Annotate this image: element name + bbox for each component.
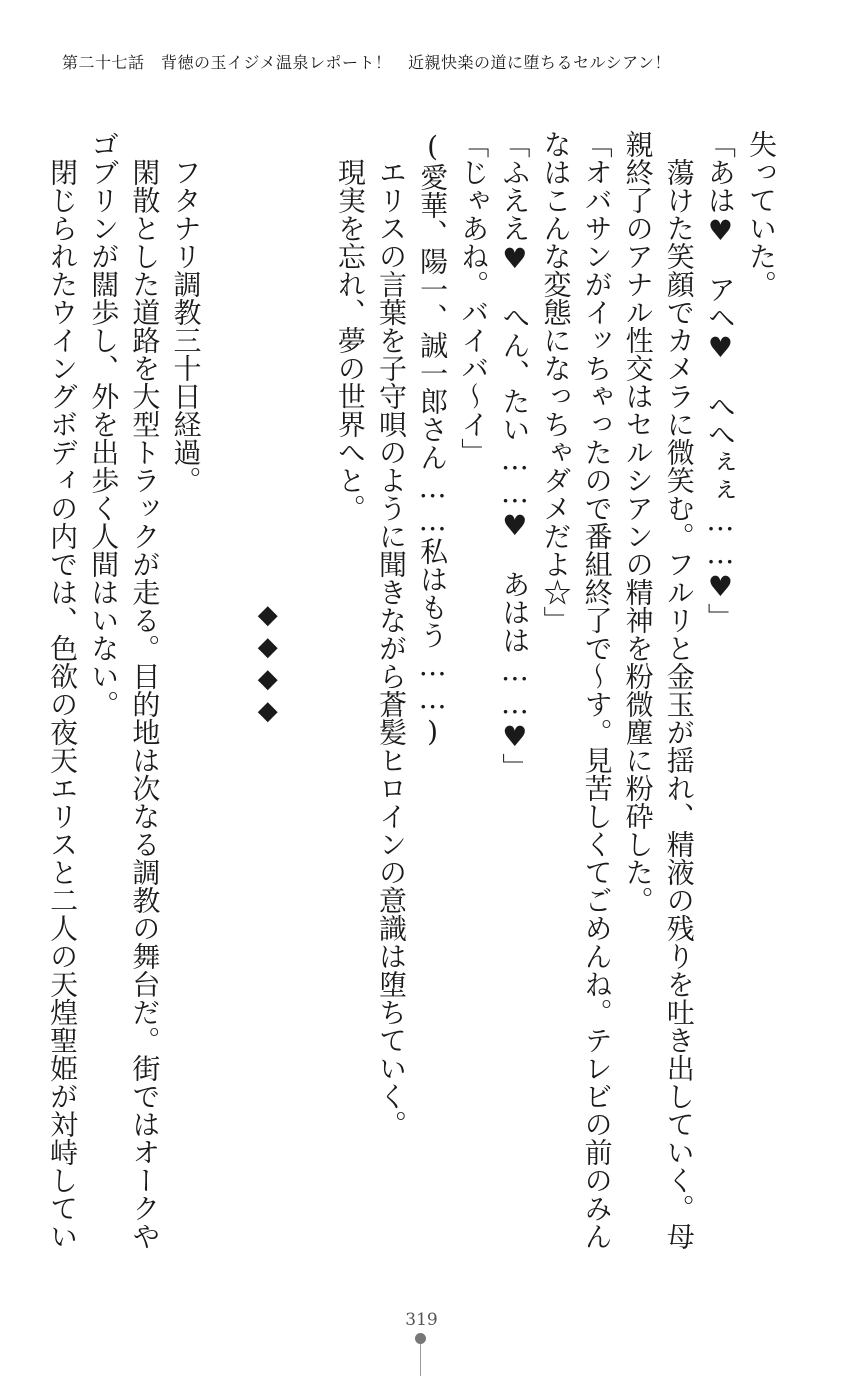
text-column: 閉じられたウイングボディの内では、色欲の夜天エリスと二人の天煌聖姫が対峙してい <box>46 130 80 1250</box>
text-column: 親終了のアナル性交はセルシアンの精神を粉微塵に粉砕した。 <box>621 130 655 914</box>
text-column: 現実を忘れ、夢の世界へと。 <box>333 130 367 522</box>
page-marker-dot <box>415 1333 426 1344</box>
text-column: 「じゃあね。バイバ～イ」 <box>457 130 491 466</box>
vertical-text-body <box>43 130 783 1250</box>
text-column: (愛華、陽一、誠一郎さん……私はもう……) <box>416 130 450 748</box>
text-column: 蕩けた笑顔でカメラに微笑む。フルリと金玉が揺れ、精液の残りを吐き出していく。母 <box>662 130 696 1250</box>
text-column: 閑散とした道路を大型トラックが走る。目的地は次なる調教の舞台だ。街ではオークや <box>128 130 162 1250</box>
text-column: ゴブリンが闊歩し、外を出歩く人間はいない。 <box>87 130 121 718</box>
section-break-diamonds: ◆◆◆◆ <box>252 600 283 728</box>
running-header: 第二十七話 背徳の玉イジメ温泉レポート！ 近親快楽の道に堕ちるセルシアン！ <box>62 53 671 72</box>
text-column: 「オバサンがイッちゃったので番組終了で～す。見苦しくてごめんね。テレビの前のみん <box>580 130 614 1250</box>
text-column: なはこんな変態になっちゃダメだよ☆」 <box>539 130 573 634</box>
text-column: 「あは♥ アヘ♥ へへぇぇ……♥」 <box>703 130 737 631</box>
blank-column <box>290 130 331 1250</box>
page-number: 319 <box>405 1310 438 1330</box>
page-marker-line <box>420 1344 421 1376</box>
blank-column <box>207 130 248 1250</box>
text-column: エリスの言葉を子守唄のように聞きながら蒼髪ヒロインの意識は堕ちていく。 <box>375 130 409 1138</box>
text-column: 「ふええ♥ へん、たい……♥ あはは……♥」 <box>498 130 532 781</box>
text-column: 失っていた。 <box>745 130 778 298</box>
text-column: フタナリ調教三十日経過。 <box>169 130 203 494</box>
